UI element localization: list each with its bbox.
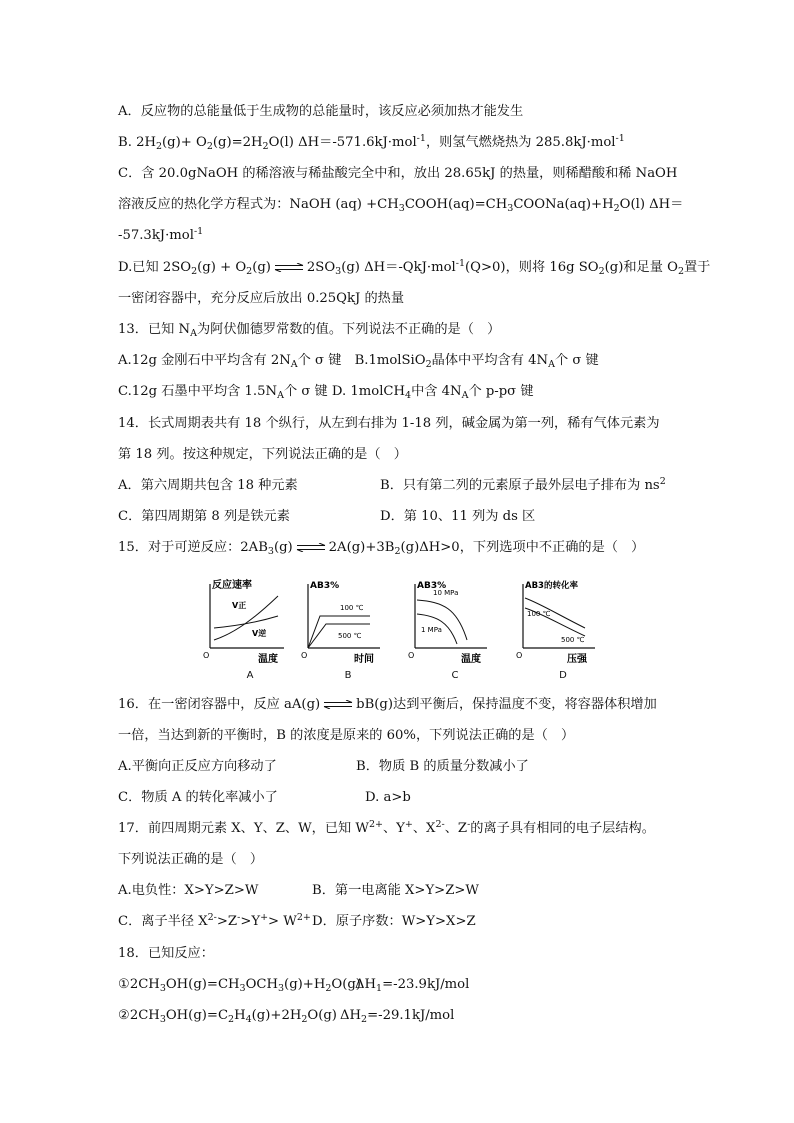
caption-a: A	[246, 670, 254, 681]
v-reverse-label: V逆	[252, 629, 267, 638]
equilibrium-arrow-icon	[323, 700, 353, 709]
origin-label: O	[301, 651, 308, 660]
q17-option-a: A.电负性：X>Y>Z>W	[118, 883, 259, 898]
label-100c: 100 ℃	[340, 604, 364, 612]
origin-label: O	[516, 651, 523, 660]
q12-option-b: B. $2H_2(g)+ O_2(g)=2H_2O(l)$ ΔH＝-571.6kJ·mol$^{-1}$，则氢气燃烧热为 285.8kJ·mol$^{-1}$	[118, 133, 625, 152]
x-label: 温度	[461, 654, 481, 665]
caption-b: B	[344, 670, 352, 681]
q12-option-c-line2: 溶液反应的热化学方程式为：NaOH $(aq) +CH_3COOH(aq)=CH_3COONa(aq)+H_2O(l)$ ΔH＝	[118, 197, 684, 214]
y-label: 反应速率	[212, 580, 252, 591]
q18-reaction-1: $①2CH_3OH(g)=CH_3OCH_3(g)+H_2O(g)$	[118, 977, 361, 994]
caption-c: C	[451, 670, 459, 681]
graph-a	[200, 578, 300, 683]
q16-option-b: B．物质 B 的质量分数减小了	[356, 759, 529, 774]
q17-option-d: D．原子序数：W>Y>X>Z	[312, 914, 476, 929]
q12-option-c-line3: -57.3kJ·mol$^{-1}$	[118, 226, 204, 243]
x-label: 温度	[258, 654, 278, 665]
q17-stem-line1: 17．前四周期元素 X、Y、Z、W，已知 $W^{2+}$、Y+、$X^{2-}$、Z-的离子具有相同的电子层结构。	[118, 819, 655, 836]
q17-stem-line2: 下列说法正确的是（ ）	[118, 852, 264, 867]
label-1mpa: 1 MPa	[421, 626, 442, 634]
q16-stem-line2: 一倍，当达到新的平衡时，B 的浓度是原来的 60%，下列说法正确的是（ ）	[118, 728, 575, 743]
q17-option-b: B．第一电离能 X>Y>Z>W	[312, 883, 479, 898]
q16-stem-line1: 16．在一密闭容器中，反应 aA(g) bB(g)达到平衡后，保持温度不变，将容器体积增加	[118, 697, 657, 712]
graph-d	[513, 578, 613, 683]
q16-option-d: D. a>b	[365, 790, 411, 805]
q14-stem-line1: 14．长式周期表共有 18 个纵行，从左到右排为 1-18 列，碱金属为第一列，稀有气体元素为	[118, 416, 660, 431]
q18-stem: 18．已知反应：	[118, 946, 214, 961]
x-label: 压强	[567, 654, 587, 665]
q12-option-d-line1: D.已知 $2SO_2(g) + O_2(g)$ $2SO_3(g)$ ΔH＝-QkJ·mol$^{-1}$(Q>0)，则将 16g $SO_2(g)$和足量 $O_2$置于	[118, 258, 711, 277]
q18-reaction-2-enthalpy: $\Delta H_2=-29.1kJ$/mol	[340, 1008, 455, 1025]
label-500c: 500 ℃	[561, 636, 585, 644]
label-500c: 500 ℃	[338, 632, 362, 640]
q15-stem: 15．对于可逆反应：$2AB_3(g)$ $2A(g)+3B_2(g)\Delta H>0$，下列选项中不正确的是（ ）	[118, 540, 645, 557]
label-10mpa: 10 MPa	[433, 589, 459, 597]
q13-options-cd: C.12g 石墨中平均含 $1.5N_A$个 σ 键 D. 1molCH$_4$中含 $4N_A$个 p-pσ 键	[118, 384, 534, 401]
curve-10mpa	[417, 600, 467, 640]
q13-stem: 13．已知 $N_A$为阿伏伽德罗常数的值。下列说法不正确的是（ ）	[118, 322, 501, 339]
x-label: 时间	[354, 654, 374, 665]
caption-d: D	[559, 670, 567, 681]
q14-option-b: B．只有第二列的元素原子最外层电子排布为 $ns^2$	[380, 476, 666, 493]
v-forward-label: V正	[232, 601, 247, 610]
origin-label: O	[408, 651, 415, 660]
q16-option-c: C．物质 A 的转化率减小了	[118, 790, 278, 805]
y-label: AB3%	[417, 581, 447, 591]
origin-label: O	[203, 651, 210, 660]
q14-option-d: D．第 10、11 列为 ds 区	[380, 509, 536, 524]
y-label: AB3%	[310, 581, 340, 591]
q17-option-c: C．离子半径 $X^{2-}>Z^->Y^+> W^{2+}$	[118, 912, 311, 929]
q18-reaction-1-enthalpy: $\Delta H_1=-23.9kJ$/mol	[355, 977, 470, 994]
y-label: AB3的转化率	[525, 581, 578, 591]
q14-option-a: A．第六周期共包含 18 种元素	[118, 478, 298, 493]
graph-c	[405, 578, 505, 683]
q14-option-c: C．第四周期第 8 列是铁元素	[118, 509, 290, 524]
q12-option-a: A．反应物的总能量低于生成物的总能量时，该反应必须加热才能发生	[118, 104, 524, 119]
q14-stem-line2: 第 18 列。按这种规定，下列说法正确的是（ ）	[118, 447, 407, 462]
graph-b	[298, 578, 398, 683]
label-100c: 100 ℃	[527, 610, 551, 618]
q15-graph-options	[195, 578, 595, 683]
equilibrium-arrow-icon	[274, 263, 304, 272]
q16-option-a: A.平衡向正反应方向移动了	[118, 759, 277, 774]
q12-option-d-line2: 一密闭容器中，充分反应后放出 0.25QkJ 的热量	[118, 291, 405, 306]
q18-reaction-2: $②2CH_3OH(g)=C_2H_4(g)+2H_2O(g)$	[118, 1008, 337, 1025]
q12-option-c-line1: C．含 20.0gNaOH 的稀溶液与稀盐酸完全中和，放出 28.65kJ 的热量，则稀醋酸和稀 NaOH	[118, 166, 678, 181]
curve-v-reverse	[214, 616, 278, 628]
equilibrium-arrow-icon	[296, 543, 326, 552]
q13-options-ab: A.12g 金刚石中平均含有 $2N_A$个 σ 键 B.1molSiO$_2$晶体中平均含有 $4N_A$个 σ 键	[118, 353, 599, 370]
